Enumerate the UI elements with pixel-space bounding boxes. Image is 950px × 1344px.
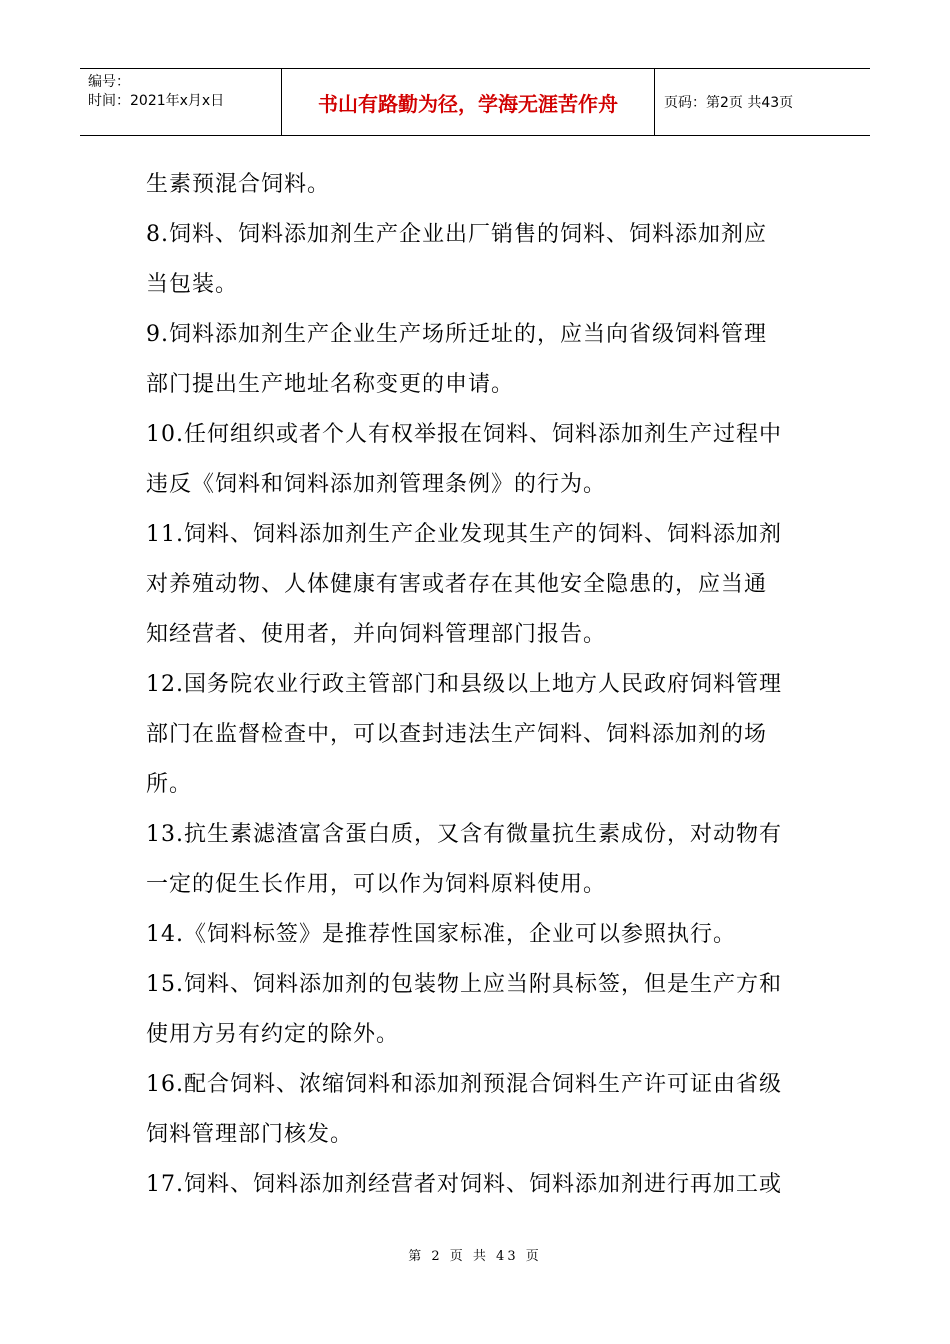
page-header [80, 68, 870, 136]
text-line: 对养殖动物、人体健康有害或者存在其他安全隐患的，应当通 [146, 572, 768, 597]
page-footer: 第 2 页 共 43 页 [408, 1249, 542, 1264]
text-line: 部门提出生产地址名称变更的申请。 [146, 372, 515, 397]
text-line: 一定的促生长作用，可以作为饲料原料使用。 [146, 872, 607, 897]
text-line: 部门在监督检查中，可以查封违法生产饲料、饲料添加剂的场 [146, 722, 768, 747]
text-line: 使用方另有约定的除外。 [146, 1022, 400, 1047]
text-line: 16.配合饲料、浓缩饲料和添加剂预混合饲料生产许可证由省级 [146, 1072, 782, 1097]
header-motto: 书山有路勤为径，学海无涯苦作舟 [282, 69, 655, 135]
text-line: 13.抗生素滤渣富含蛋白质，又含有微量抗生素成份，对动物有 [146, 822, 782, 847]
text-line: 10.任何组织或者个人有权举报在饲料、饲料添加剂生产过程中 [146, 422, 782, 447]
text-line: 14.《饲料标签》是推荐性国家标准，企业可以参照执行。 [146, 922, 736, 947]
document-body [146, 160, 816, 1210]
text-line: 12.国务院农业行政主管部门和县级以上地方人民政府饲料管理 [146, 672, 782, 697]
text-line: 饲料管理部门核发。 [146, 1122, 354, 1147]
header-date-label: 时间：2021年x月x日 [88, 93, 225, 109]
header-meta [80, 69, 282, 135]
text-line: 15.饲料、饲料添加剂的包装物上应当附具标签，但是生产方和 [146, 972, 782, 997]
text-line: 9.饲料添加剂生产企业生产场所迁址的，应当向省级饲料管理 [146, 322, 767, 347]
text-line: 11.饲料、饲料添加剂生产企业发现其生产的饲料、饲料添加剂 [146, 522, 782, 547]
text-line: 生素预混合饲料。 [146, 172, 331, 197]
text-line: 当包装。 [146, 272, 239, 297]
header-number-label: 编号： [88, 74, 130, 90]
text-line: 8.饲料、饲料添加剂生产企业出厂销售的饲料、饲料添加剂应 [146, 222, 767, 247]
header-page-info: 页码：第2页 共43页 [664, 95, 794, 111]
text-line: 17.饲料、饲料添加剂经营者对饲料、饲料添加剂进行再加工或 [146, 1172, 782, 1197]
text-line: 所。 [146, 772, 193, 797]
text-line: 违反《饲料和饲料添加剂管理条例》的行为。 [146, 472, 607, 497]
text-line: 知经营者、使用者，并向饲料管理部门报告。 [146, 622, 607, 647]
